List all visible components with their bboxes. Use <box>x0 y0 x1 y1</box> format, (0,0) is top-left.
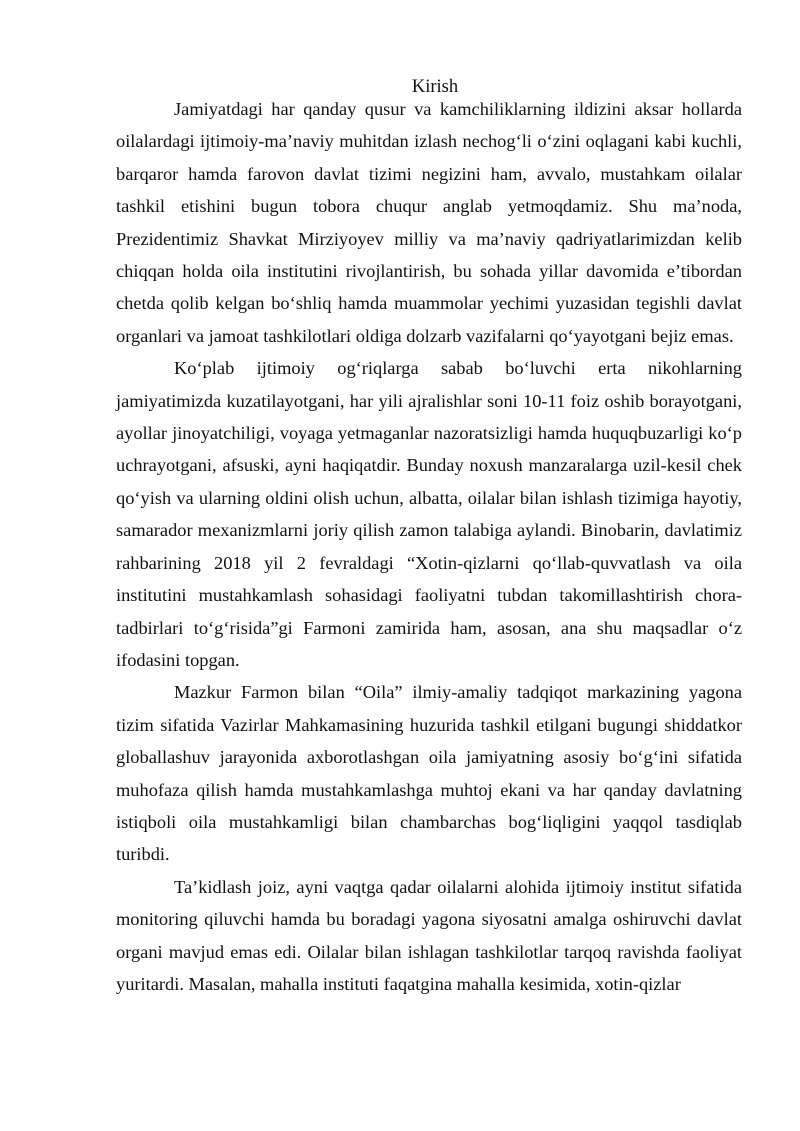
page-title: Kirish <box>411 77 459 97</box>
paragraph-2: Ko‘plab ijtimoiy og‘riqlarga sabab bo‘luvchi erta nikohlarning jamiyatimizda kuzatilayotgani, har yili ajralishlar soni 10-11 foiz oshib borayotgani, ayollar jinoyatchiligi, voyaga yetmaganlar nazoratsizligi hamda huquqbuzarligi ko‘p uchrayotgani, afsuski, ayni haqiqatdir. Bunday noxush manzaralarga uzil-kesil chek qo‘yish va ularning oldini olish uchun, albatta, oilalar bilan ishlash tizimiga hayotiy, samarador mexanizmlarni joriy qilish zamon talabiga aylandi. Binobarin, davlatimiz rahbarining 2018 yil 2 fevraldagi “Xotin-qizlarni qo‘llab-quvvatlash va oila institutini mustahkamlash sohasidagi faoliyatni tubdan takomillashtirish chora-tadbirlari to‘g‘risida”gi Farmoni zamirida ham, asosan, ana shu maqsadlar o‘z ifodasini topgan. <box>116 358 742 670</box>
paragraph-3: Mazkur Farmon bilan “Oila” ilmiy-amaliy tadqiqot markazining yagona tizim sifatida Vazirlar Mahkamasining huzurida tashkil etilgani bugungi shiddatkor globallashuv jarayonida axborotlashgan oila jamiyatning asosiy bo‘g‘ini sifatida muhofaza qilish hamda mustahkamlashga muhtoj ekani va har qanday davlatning istiqboli oila mustahkamligi bilan chambarchas bog‘liqligini yaqqol tasdiqlab turibdi. <box>116 682 742 865</box>
paragraph-4: Ta’kidlash joiz, ayni vaqtga qadar oilalarni alohida ijtimoiy institut sifatida monitoring qiluvchi hamda bu boradagi yagona siyosatni amalga oshiruvchi davlat organi mavjud emas edi. Oilalar bilan ishlagan tashkilotlar tarqoq ravishda faoliyat yuritardi. Masalan, mahalla instituti faqatgina mahalla kesimida, xotin-qizlar <box>116 876 742 994</box>
document-body <box>116 93 742 1000</box>
paragraph-1: Jamiyatdagi har qanday qusur va kamchiliklarning ildizini aksar hollarda oilalardagi ijtimoiy-ma’naviy muhitdan izlash nechog‘li o‘zini oqlagani kabi kuchli, barqaror hamda farovon davlat tizimi negizini ham, avvalo, mustahkam oilalar tashkil etishini bugun tobora chuqur anglab yetmoqdamiz. Shu ma’noda, Prezidentimiz Shavkat Mirziyoyev milliy va ma’naviy qadriyatlarimizdan kelib chiqqan holda oila institutini rivojlantirish, bu sohada yillar davomida e’tibordan chetda qolib kelgan bo‘shliq hamda muammolar yechimi yuzasidan tegishli davlat organlari va jamoat tashkilotlari oldiga dolzarb vazifalarni qo‘yayotgani bejiz emas. <box>116 99 742 346</box>
